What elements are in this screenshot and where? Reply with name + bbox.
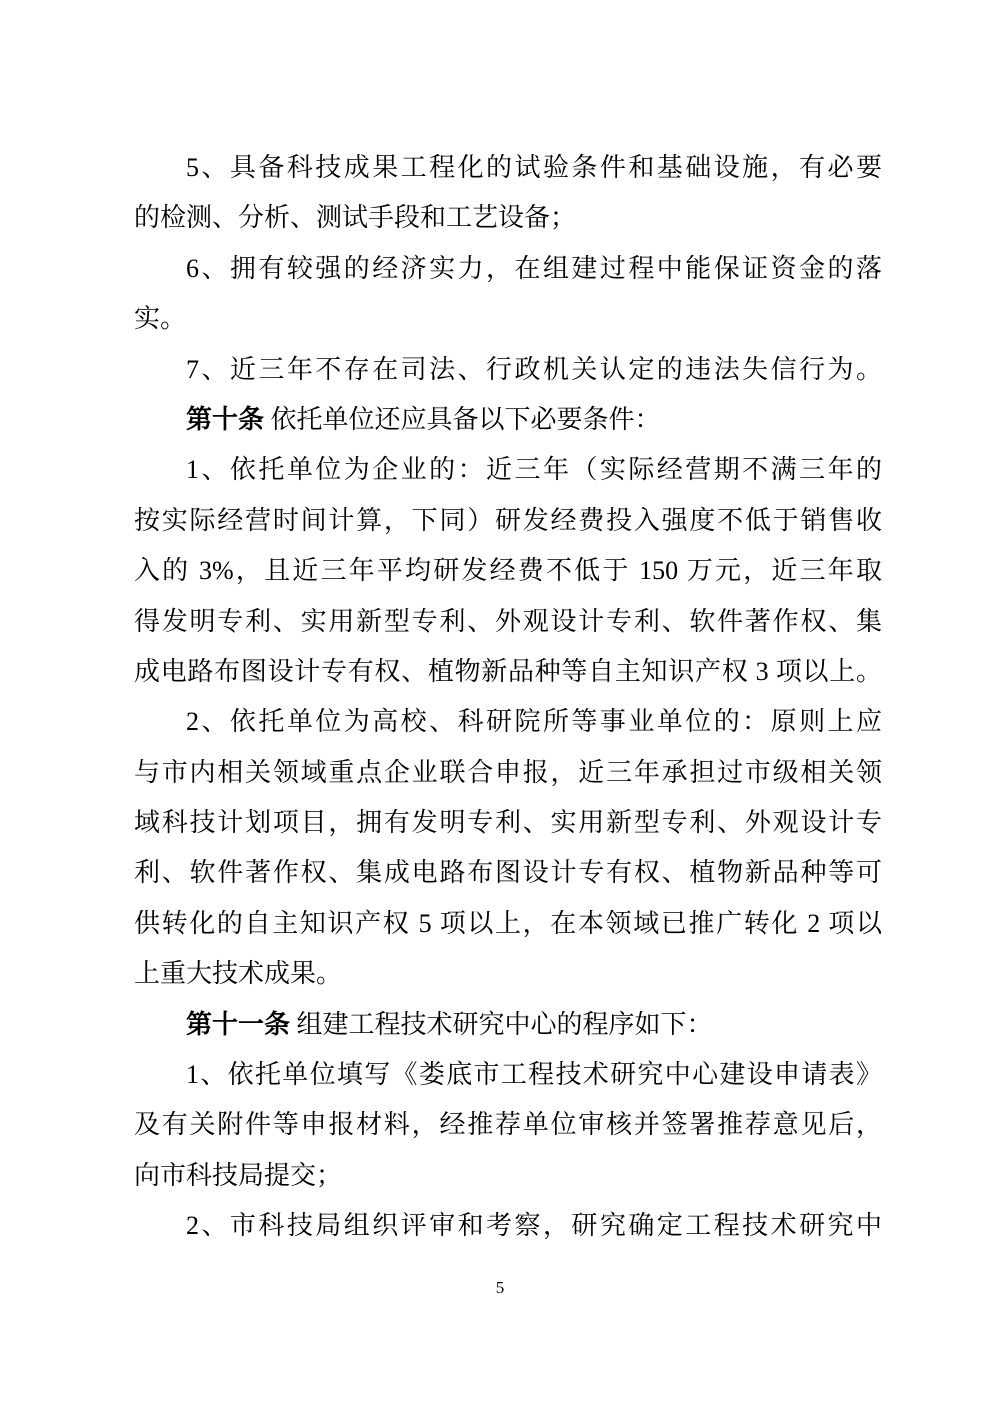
text-line-content: 按实际经营时间计算，下同）研发经费投入强度不低于销售收 — [134, 505, 882, 535]
text-line — [134, 748, 882, 798]
text-line-content: 及有关附件等申报材料，经推荐单位审核并签署推荐意见后， — [134, 1110, 882, 1140]
text-line — [134, 1151, 882, 1201]
document-body — [134, 143, 882, 1252]
text-line-content: 实。 — [134, 304, 187, 334]
text-line-content: 1、依托单位填写《娄底市工程技术研究中心建设申请表》 — [186, 1060, 882, 1090]
text-line-content: 上重大技术成果。 — [134, 959, 343, 989]
text-line-content: 2、市科技局组织评审和考察，研究确定工程技术研究中 — [186, 1211, 882, 1241]
text-line-content: 5、具备科技成果工程化的试验条件和基础设施，有必要 — [186, 153, 882, 182]
text-line-content: 入的 3%，且近三年平均研发经费不低于 150 万元，近三年取 — [134, 556, 882, 586]
article-heading: 第十条 — [186, 404, 265, 434]
text-line — [134, 697, 882, 747]
text-line-content: 依托单位还应具备以下必要条件： — [264, 404, 661, 434]
text-line — [134, 395, 882, 445]
text-line — [134, 848, 882, 898]
text-line — [134, 1000, 882, 1050]
text-line-content: 与市内相关领域重点企业联合申报，近三年承担过市级相关领 — [134, 757, 882, 787]
text-line — [134, 244, 882, 294]
text-line — [134, 949, 882, 999]
text-line-content: 供转化的自主知识产权 5 项以上，在本领域已推广转化 2 项以 — [134, 908, 882, 938]
text-line-content: 1、依托单位为企业的：近三年（实际经营期不满三年的 — [186, 455, 882, 485]
text-line-content: 向市科技局提交； — [134, 1160, 343, 1190]
text-line — [134, 1201, 882, 1251]
text-line-content: 组建工程技术研究中心的程序如下： — [290, 1009, 713, 1039]
page-number: 5 — [495, 1278, 505, 1297]
text-line-content: 利、软件著作权、集成电路布图设计专有权、植物新品种等可 — [134, 858, 882, 888]
text-line-content: 6、拥有较强的经济实力，在组建过程中能保证资金的落 — [186, 253, 882, 283]
text-line-content: 2、依托单位为高校、科研院所等事业单位的：原则上应 — [186, 707, 882, 737]
text-line — [134, 1050, 882, 1100]
text-line — [134, 345, 882, 395]
text-line-content: 的检测、分析、测试手段和工艺设备； — [134, 203, 577, 233]
article-heading: 第十一条 — [186, 1009, 291, 1039]
text-line — [134, 294, 882, 344]
text-line — [134, 798, 882, 848]
text-line — [134, 496, 882, 546]
text-line-content: 得发明专利、实用新型专利、外观设计专利、软件著作权、集 — [134, 606, 882, 636]
text-line-content: 域科技计划项目，拥有发明专利、实用新型专利、外观设计专 — [134, 808, 882, 838]
text-line — [134, 546, 882, 596]
text-line — [134, 143, 882, 193]
text-line-content: 7、近三年不存在司法、行政机关认定的违法失信行为。 — [186, 354, 882, 384]
text-line — [134, 193, 882, 243]
text-line — [134, 1100, 882, 1150]
text-line-content: 成电路布图设计专有权、植物新品种等自主知识产权 3 项以上。 — [134, 656, 882, 686]
text-line — [134, 445, 882, 495]
text-line — [134, 597, 882, 647]
text-line — [134, 647, 882, 697]
text-line — [134, 899, 882, 949]
